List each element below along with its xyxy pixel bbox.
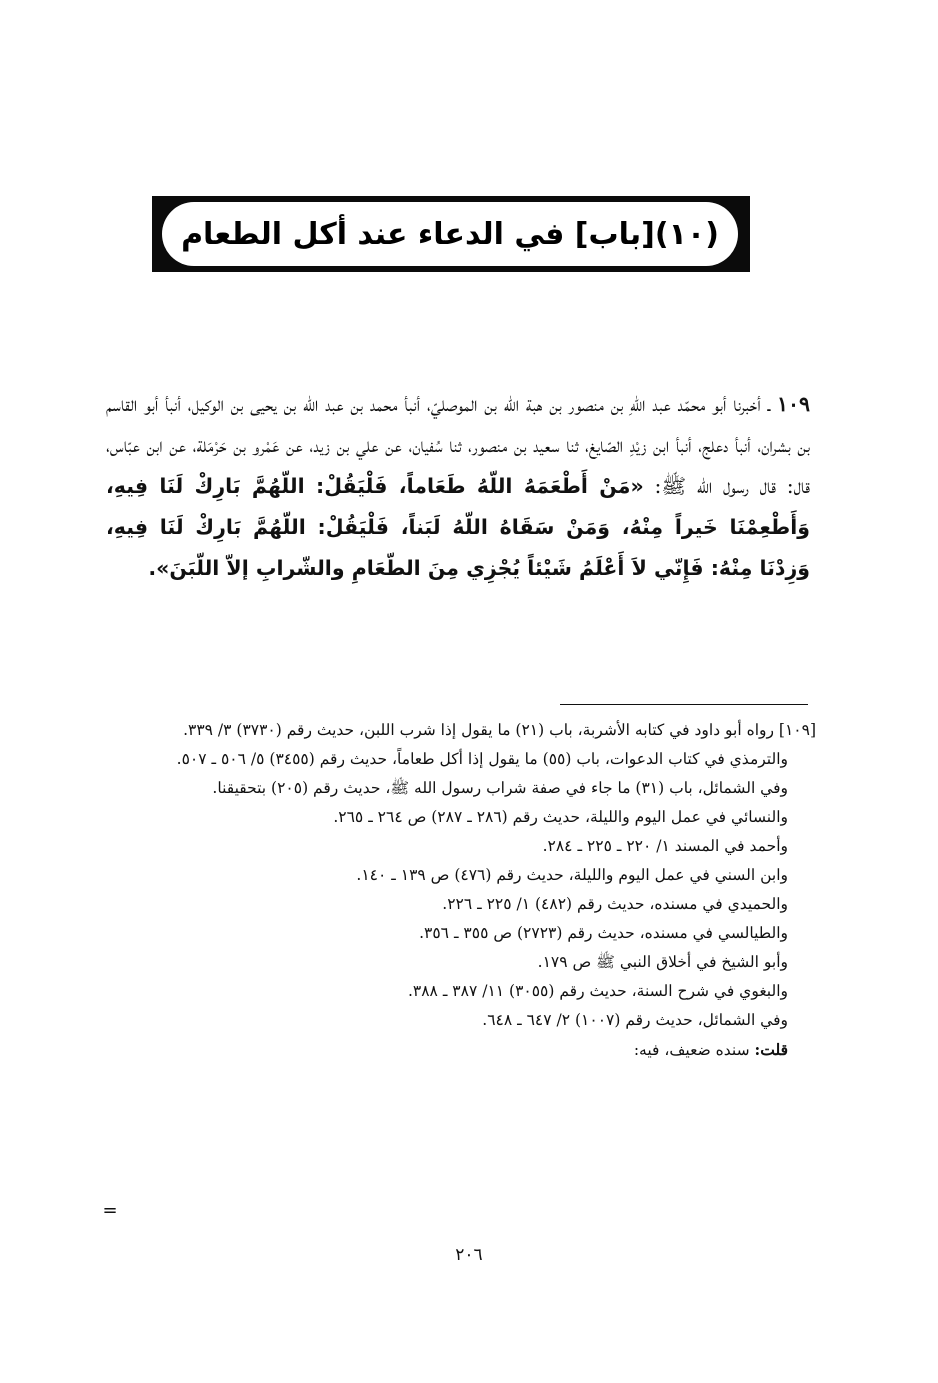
hadith-chain: ـ أخبرنا أبو محمّد عبد اللّهِ بن منصور بن هبة الله بن الموصليّ، أنبأ محمد بن عبد الله بن يحيى بن الوكيل، أنبأ أبو القاسم بن بشران، أنبأ دعلج، أنبأ ابن زيْدِ الصّايغ، ثنا سعيد بن منصور، ثنا سُفيان، عن علي بن زيد، عن عَمْرو بن حَرْمَلة، عن ابن عبّاس، قال: قال رسول الله ﷺ: — [106, 392, 811, 498]
footnote-nasai: والنسائي في عمل اليوم والليلة، حديث رقم (٢٨٦ ـ ٢٨٧) ص ٢٦٤ ـ ٢٦٥. — [333, 808, 788, 826]
footnote-qultu — [104, 1035, 816, 1065]
chapter-heading-frame — [162, 202, 738, 266]
prophetic-text: «مَنْ أَطْعَمَهُ اللّهُ طَعَاماً، فَلْيَقُلْ: اللّهُمَّ بَارِكْ لَنَا فِيهِ، وَأَطْعِمْنَا خَيراً مِنْهُ، وَمَنْ سَقَاهُ اللّهُ لَبَناً، فَلْيَقُلْ: اللّهُمَّ بَارِكْ لَنَا فِيهِ، وَزِدْنَا مِنْهُ: فَإِنّي لاَ أَعْلَمُ شَيْئاً يُجْزِي مِنَ الطّعَامِ والشّرابِ إلاّ اللّبَنَ». — [106, 474, 810, 580]
footnote-ahmad: وأحمد في المسند ١/ ٢٢٠ ـ ٢٢٥ ـ ٢٨٤. — [542, 837, 788, 855]
footnote-shamail-2: وفي الشمائل، حديث رقم (١٠٠٧) ٢/ ٦٤٧ ـ ٦٤٨. — [482, 1011, 788, 1029]
chapter-heading-banner — [152, 196, 750, 272]
footnote-tayalisi: والطيالسي في مسنده، حديث رقم (٢٧٢٣) ص ٣٥٥ ـ ٣٥٦. — [419, 924, 788, 942]
hadith-number: ١٠٩ — [776, 392, 810, 416]
hadith-text — [106, 384, 810, 589]
footnote-separator — [560, 704, 808, 705]
footnotes — [104, 716, 816, 1065]
qultu-label: قلت: — [754, 1040, 788, 1059]
footnote-abu-shaykh: وأبو الشيخ في أخلاق النبي ﷺ ص ١٧٩. — [537, 953, 788, 971]
footnote-tirmidhi: والترمذي في كتاب الدعوات، باب (٥٥) ما يقول إذا أكل طعاماً، حديث رقم (٣٤٥٥) ٥/ ٥٠٦ ـ ٥٠٧. — [176, 750, 788, 768]
footnote-abu-dawud: [١٠٩] رواه أبو داود في كتابه الأشربة، باب (٢١) ما يقول إذا شرب اللبن، حديث رقم (٣٧٣٠) ٣/ ٣٣٩. — [183, 721, 816, 739]
continuation-mark: = — [102, 1200, 118, 1221]
footnote-shamail: وفي الشمائل، باب (٣١) ما جاء في صفة شراب رسول الله ﷺ، حديث رقم (٢٠٥) بتحقيقنا. — [212, 779, 788, 797]
footnote-baghawi: والبغوي في شرح السنة، حديث رقم (٣٠٥٥) ١١/ ٣٨٧ ـ ٣٨٨. — [407, 982, 788, 1000]
qultu-text: سنده ضعيف، فيه: — [633, 1041, 755, 1059]
footnote-ibn-sunni: وابن السني في عمل اليوم والليلة، حديث رقم (٤٧٦) ص ١٣٩ ـ ١٤٠. — [356, 866, 788, 884]
page-number: ٢٠٦ — [455, 1245, 483, 1265]
chapter-title: (١٠)[باب] في الدعاء عند أكل الطعام — [181, 216, 719, 252]
footnote-humaidi: والحميدي في مسنده، حديث رقم (٤٨٢) ١/ ٢٢٥ ـ ٢٢٦. — [442, 895, 788, 913]
